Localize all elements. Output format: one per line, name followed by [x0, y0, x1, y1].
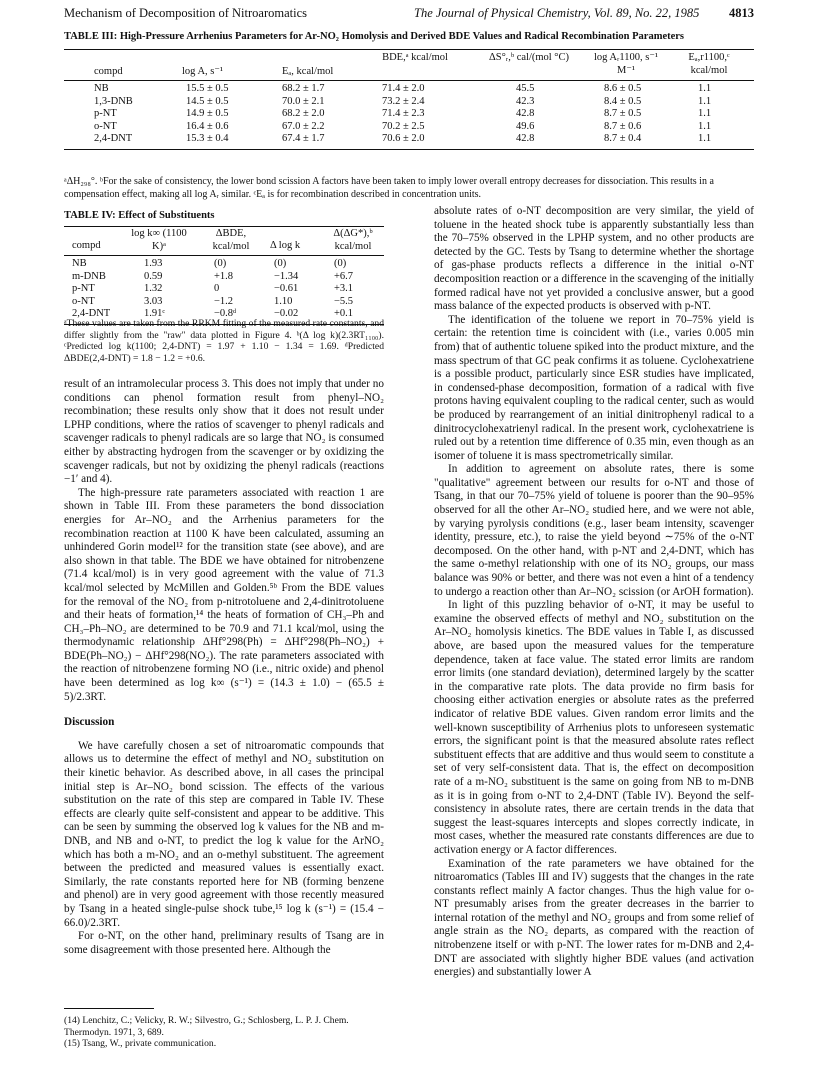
table3-cell: 67.4 ± 1.7: [282, 133, 325, 144]
table3-cell: 42.8: [516, 133, 535, 144]
paragraph: For o-NT, on the other hand, preliminary results of Tsang are in some disagreement with those presented here. Although the: [64, 930, 384, 956]
table4-cell: −1.2: [214, 295, 234, 307]
table3-cell: 67.0 ± 2.2: [282, 120, 325, 132]
table4-cell: +6.7: [334, 270, 354, 282]
table4-header-cell: Δ(ΔG*),ᵇ kcal/mol: [333, 228, 373, 252]
table4-cell: −5.5: [334, 295, 354, 307]
table4-cell: 1.93: [144, 258, 163, 269]
table3-header-cell: BDE,ᵃ kcal/mol: [382, 52, 448, 63]
table3-row: [64, 121, 754, 134]
table4-cell: 1.32: [144, 283, 163, 294]
table4-cell: +0.1: [334, 308, 354, 319]
table3-header: [64, 49, 754, 81]
table4-cell: 3.03: [144, 295, 163, 307]
table4-cell: −0.02: [274, 308, 299, 319]
table4-title: TABLE IV: Effect of Substituents: [64, 210, 215, 221]
table4-cell: −1.34: [274, 270, 299, 282]
page-number: 4813: [729, 6, 754, 20]
table4-body: [64, 256, 384, 321]
table4-cell: (0): [214, 258, 227, 269]
table3-cell: 1.1: [698, 83, 712, 94]
table3-cell: 15.5 ± 0.5: [186, 83, 229, 94]
table3-cell: 16.4 ± 0.6: [186, 120, 229, 132]
table3-cell: 8.7 ± 0.6: [604, 120, 642, 132]
table3-footnote: ᵃΔH₂₉₈°. ᵇFor the sake of consistency, the lower bond scission A factors have been taken to imply lower overall entropy decreases for dissociation. This results in a compensation effect, making all log Aᵣ similar. ᶜEₐ is for recombination described in concentration units.: [64, 176, 714, 200]
right-column: [434, 205, 754, 980]
table4-cell: 0.59: [144, 270, 163, 282]
references: [64, 1008, 384, 1050]
table3-header-cell: compd: [94, 66, 123, 77]
table4-cell: +1.8: [214, 270, 234, 282]
table4-cell: NB: [72, 258, 87, 269]
paragraph: absolute rates of o-NT decomposition are very similar, the yield of toluene in the heated shock tube is apparently substantially less than the 70–75% observed in the LPHP system, and no other products are detected by the GC. Tests by Tsang to determine whether the shortage of gas-phase products reflects a difference in the initial o-NT decomposition reaction or a difference in the scavenging of the initially formed radical have not yet provided a conclusive answer, but a good mass balance of the expected products is observed with p-NT.: [434, 205, 754, 313]
table3-cell: 70.6 ± 2.0: [382, 133, 425, 144]
table3-header-cell: ΔS°ᵣ,ᵇ cal/(mol °C): [489, 52, 570, 63]
table4-header-cell: log k∞ (1100 K)ᵃ: [131, 228, 187, 252]
table3-row: [64, 133, 754, 146]
table4-cell: 1.91ᶜ: [144, 308, 166, 319]
paragraph: The high-pressure rate parameters associated with reaction 1 are shown in Table III. From these parameters the bond dissociation energies for Ar–NO₂ and the Arrhenius parameters for the recombination reaction at 1100 K have been calculated, assuming an unhindered Gorin model¹² for the transition state (see above), and are also shown in that table. The BDE we have obtained for nitrobenzene (71.4 kcal/mol) is in very good agreement with the value of 71.3 kcal/mol selected by McMillen and Golden.⁵ᵇ From the BDE values for the removal of the NO₂ from p-nitrotoluene and 2,4-dinitrotoluene and their heats of formation,¹⁴ the heats of formation of CH₃–Ph and CH₃–Ph–NO₂ are determined to be 70.9 and 71.1 kcal/mol, using the thermodynamic relationship ΔHf°298(Ph) = ΔHf°298(Ph–NO₂) + BDE(Ph–NO₂) − ΔHf°298(NO₂). The rate parameters associated with the reaction of nitrobenzene forming NO (i.e., nitric oxide) and phenol have been determined as log k∞ (s⁻¹) = (14.3 ± 1.0) − (65.5 ± 5)/2.3RT.: [64, 486, 384, 703]
reference-item: (14) Lenchitz, C.; Velicky, R. W.; Silvestro, G.; Schlosberg, L. P. J. Chem. Thermodyn. 1971, 3, 689.: [64, 1015, 349, 1038]
table4-header-cell: compd: [72, 240, 101, 251]
table3-cell: 8.7 ± 0.4: [604, 133, 642, 144]
table3-cell: 42.3: [516, 95, 535, 107]
table3-cell: 1.1: [698, 95, 712, 107]
table4-header-cell: ΔBDE, kcal/mol: [212, 228, 250, 252]
paragraph: In addition to agreement on absolute rates, there is some "qualitative" agreement between our results for o-NT and those of Tsang, in that our 70–75% yield of toluene is poorer than the 90–95% observed for all the other Ar–NO₂ studied here, and we were not able, by varying pyrolysis conditions (e.g., laser beam intensity, scavenger identity, pressure, etc.), to raise the yield beyond ∼75% of the o-NT decomposed. On the other hand, with p-NT and 2,4-DNT, which has the same o-methyl relationship with one of its NO₂ groups, our mass balance was 90% or better, and there was not even a hint of a tendency to undergo a reaction other than Ar–NO₂ scission (or ArOH formation).: [434, 463, 754, 598]
table4-header: [64, 226, 384, 256]
table4-cell: (0): [334, 258, 347, 269]
table3-header-cell: Eₐ, kcal/mol: [282, 66, 334, 77]
left-column: [64, 378, 384, 957]
table3-cell: 68.2 ± 2.0: [282, 108, 325, 119]
running-head-journal: The Journal of Physical Chemistry, Vol. 89, No. 22, 1985: [414, 6, 700, 20]
section-heading: Discussion: [64, 716, 115, 729]
table4-cell: m-DNB: [72, 270, 106, 282]
table3-cell: 8.7 ± 0.5: [604, 108, 642, 119]
reference-item: (15) Tsang, W., private communication.: [64, 1038, 217, 1049]
paragraph: result of an intramolecular process 3. This does not imply that under no conditions can phenol formation result from phenyl–NO₂ recombination; these results only show that it does not result under LPHP conditions, where the ratios of scavenger to phenyl radicals and scavenger radicals to phenyl radicals are so large that NO₂ is consumed either by abstracting hydrogen from the scavenger or by oxidizing the scavenger radicals, but not by oxidizing the phenyl radicals (reactions −1′ and 4).: [64, 378, 384, 486]
table3-cell: NB: [94, 83, 109, 94]
running-head-title: Mechanism of Decomposition of Nitroaromatics: [64, 6, 307, 20]
table4-cell: 1.10: [274, 295, 293, 307]
table4-header-cell: Δ log k: [270, 240, 301, 251]
table3-cell: 45.5: [516, 83, 535, 94]
table3-header-cell: log Aᵣ1100, s⁻¹ M⁻¹: [593, 52, 659, 76]
table3-cell: 73.2 ± 2.4: [382, 95, 425, 107]
table3-header-cell: Eₐ,r1100,ᶜ kcal/mol: [688, 52, 730, 76]
table3: [64, 48, 754, 150]
table3-header-cell: log A, s⁻¹: [182, 66, 224, 77]
table4-row: [64, 258, 384, 271]
table3-cell: 71.4 ± 2.0: [382, 83, 425, 94]
paragraph: The identification of the toluene we report in 70–75% yield is certain: the retention time is coincident with (i.e., varies 0.005 min from) that of authentic toluene spiked into the product mixture, and the mass spectrum of that GC peak confirms it as toluene. Cyclohexatriene is a possible product, particularly since ESR studies have implicated, in condensed-phase decomposition, formation of a radical with five protons having equivalent coupling to the radical center, such as would be produced by rearrangement of an initial dinitrophenyl radical to a dinitrocyclohexatrienyl radical. In the present work, cyclohexatriene is ruled out by a retention time difference of 0.35 min, even though as an isomer of toluene it is mass spectrometrically similar.: [434, 313, 754, 462]
table4-row: [64, 283, 384, 296]
table3-cell: 2,4-DNT: [94, 133, 133, 144]
table3-cell: 14.9 ± 0.5: [186, 108, 229, 119]
table3-cell: 70.0 ± 2.1: [282, 95, 325, 107]
table4-cell: +3.1: [334, 283, 354, 294]
table3-cell: 1.1: [698, 133, 712, 144]
table4-cell: −0.61: [274, 283, 299, 294]
table3-cell: p-NT: [94, 108, 117, 119]
table4-footnote: ᵃThese values are taken from the RRKM fitting of the measured rate constants, and differ slightly from the "raw" data plotted in Figure 4. ᵇ(Δ log k)(2.3RT₁₁₀₀). ᶜPredicted log k(1100; 2,4-DNT) = 1.97 + 1.10 − 1.34 = 1.69. ᵈPredicted ΔBDE(2,4-DNT) = 1.8 − 1.2 = +0.6.: [64, 318, 384, 364]
table3-cell: 1.1: [698, 108, 712, 119]
table3-title: TABLE III: High-Pressure Arrhenius Parameters for Ar-NO₂ Homolysis and Derived BDE Values and Radical Recombination Parameters: [64, 31, 685, 42]
table3-cell: 8.4 ± 0.5: [604, 95, 642, 107]
table3-body: [64, 81, 754, 146]
paragraph: Examination of the rate parameters we have obtained for the nitroaromatics (Tables III and IV) suggests that the changes in the rate constants reflect mainly A factor changes. Thus the high value for o-NT presumably arises from the greater decreases in the barrier to internal rotation of the methyl and NO₂ groups and from some relief of angle strain as the NO₂ departs, as compared with the reaction of nitrobenzene itself or with p-NT. The lower rates for m-DNB and 2,4-DNT are associated with slightly higher BDE values (and activation energies) and substantially lower A: [434, 857, 754, 979]
table3-row: [64, 96, 754, 109]
table4-cell: 2,4-DNT: [72, 308, 111, 319]
table3-cell: 15.3 ± 0.4: [186, 133, 229, 144]
table3-cell: 1,3-DNB: [94, 95, 133, 107]
running-head: [64, 6, 754, 24]
paragraph: In light of this puzzling behavior of o-NT, it may be useful to examine the observed effects of methyl and NO₂ substitution on the Ar–NO₂ homolysis kinetics. The BDE values in Table I, as discussed above, are based upon the measured values for the temperature dependence, taken at face value. The stated error limits are random error limits (one standard deviation), determined largely by the scatter in the comparative rate plots. The data provide no firm basis for choosing either activation energies or absolute rates as the preferred indicator of relative BDE values. Given random error limits and the well-known susceptibility of Arrhenius plots to unforeseen systematic errors, the significant point is that the measured absolute rates reflect substituent effects that are additive and thus would seem to constitute a set of very self-consistent data. That is, the effect on decomposition rate of a m-NO₂ substituent is the same on going from NB to m-DNB as it is in going from o-NT to 2,4-DNT (Table IV). Beyond the self-consistency in absolute rates, there are certain trends in the data that suggest the least-squares intercepts and slopes correctly indicate, in most cases, whether the measured rate constants differences are due to activation energy or A factor differences.: [434, 599, 754, 856]
table3-row: [64, 108, 754, 121]
table3-cell: 42.8: [516, 108, 535, 119]
table3-row: [64, 83, 754, 96]
table4-cell: −0.8ᵈ: [214, 308, 237, 319]
table4-row: [64, 296, 384, 309]
table4: [64, 226, 384, 325]
table3-cell: 14.5 ± 0.5: [186, 95, 229, 107]
table4-cell: 0: [214, 283, 220, 294]
table3-cell: o-NT: [94, 120, 117, 132]
table4-row: [64, 271, 384, 284]
table3-cell: 71.4 ± 2.3: [382, 108, 425, 119]
table3-cell: 1.1: [698, 120, 712, 132]
table3-cell: 68.2 ± 1.7: [282, 83, 325, 94]
table4-cell: (0): [274, 258, 287, 269]
table3-cell: 8.6 ± 0.5: [604, 83, 642, 94]
table4-cell: o-NT: [72, 295, 95, 307]
table3-cell: 49.6: [516, 120, 535, 132]
table3-cell: 70.2 ± 2.5: [382, 120, 425, 132]
paragraph: We have carefully chosen a set of nitroaromatic compounds that allows us to determine the effect of methyl and NO₂ substitution on their kinetic behavior. As described above, in all cases the principal initial step is Ar–NO₂ bond scission. The effects of the various substitution on the rate of this step are compared in Table IV. These effects are clearly quite self-consistent and appear to be additive. This can be seen by summing the observed log k values for the NB and m-DNB, and NB and o-NT, to predict the log k value for the ArNO₂ which has both a m-NO₂ and an o-methyl substituent. The agreement between the predicted and measured values is essentially exact. Similarly, the rate constants reported here for NB (forming benzene and phenol) are in very good agreement with those recently measured by Tsang in a heated single-pulse shock tube,¹⁵ log k (s⁻¹) = (15.4 − 66.0)/2.3RT.: [64, 739, 384, 929]
table4-cell: p-NT: [72, 283, 95, 294]
